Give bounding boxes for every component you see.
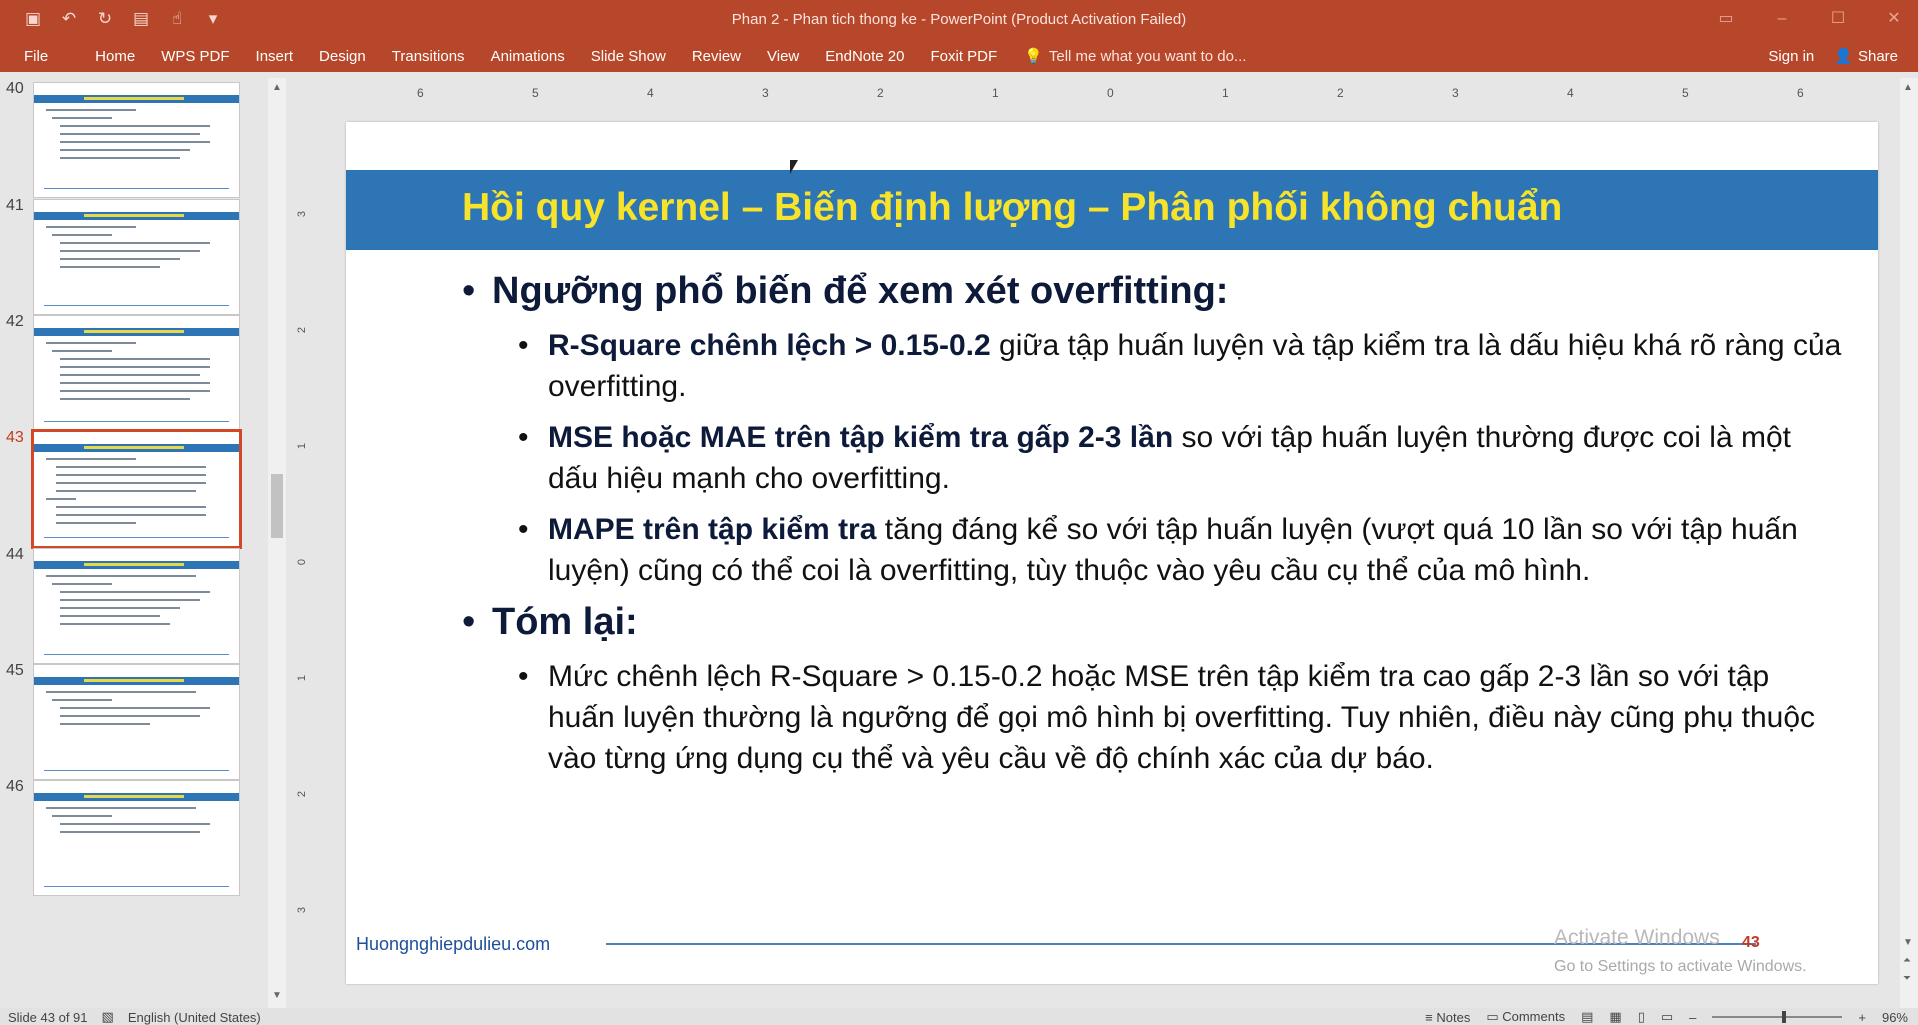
thumbnail-image — [33, 548, 240, 664]
thumbnail-number: 41 — [6, 197, 24, 214]
footer-website: Huongnghiepdulieu.com — [356, 934, 551, 954]
maximize-icon[interactable]: ☐ — [1830, 10, 1846, 27]
person-icon: 👤 — [1834, 48, 1853, 65]
bullet-heading-summary: • Tóm lại: — [462, 601, 1842, 644]
bullet-mape — [462, 509, 1842, 591]
ribbon-tabs — [0, 40, 1246, 72]
thumbnail-image — [33, 315, 240, 431]
tab-insert[interactable]: Insert — [255, 47, 294, 65]
thumbnail-image — [33, 199, 240, 315]
comments-button[interactable] — [1486, 1009, 1565, 1025]
tab-foxit-pdf[interactable]: Foxit PDF — [930, 47, 998, 65]
editor-scrollbar[interactable] — [1900, 78, 1918, 1008]
slide-canvas[interactable] — [346, 122, 1878, 984]
ribbon-display-icon[interactable]: ▭ — [1718, 10, 1734, 27]
mouse-cursor-icon — [790, 160, 798, 174]
bullet-summary: • Mức chênh lệch R-Square > 0.15-0.2 hoặc MSE trên tập kiểm tra cao gấp 2-3 lần so với tập huấn luyện thường là ngưỡng để gọi mô hình bị overfitting. Tuy nhiên, điều này cũng phụ thuộc vào từng ứng dụng cụ thể và yêu cầu về độ chính xác của dự báo. — [462, 656, 1842, 779]
presentation-icon[interactable]: ▤ — [132, 9, 150, 28]
touch-mode-icon[interactable]: ☝ — [171, 9, 183, 28]
scroll-down-group — [1903, 934, 1913, 988]
ribbon — [0, 40, 1918, 72]
ruler-tick: 6 — [417, 86, 424, 100]
redo-icon[interactable]: ↻ — [97, 9, 113, 28]
comments-label: Comments — [1502, 1009, 1566, 1024]
tell-me-text: Tell me what you want to do... — [1048, 47, 1247, 65]
thumbnail-slide-46[interactable] — [0, 776, 276, 900]
thumbnail-slide-43[interactable] — [0, 427, 276, 551]
bullet-text: giữa tập huấn luyện và tập kiểm tra là dấu hiệu khá rõ ràng của overfitting. — [548, 329, 1842, 403]
window-title: Phan 2 - Phan tich thong ke - PowerPoint (Product Activation Failed) — [731, 11, 1187, 28]
tab-slide-show[interactable]: Slide Show — [590, 47, 666, 65]
customize-toolbar-icon[interactable]: ▾ — [208, 9, 218, 28]
comment-icon: ▭ — [1486, 1009, 1503, 1024]
previous-slide-icon[interactable]: ⏶ — [1903, 955, 1911, 966]
ruler-tick: 3 — [1452, 86, 1459, 100]
undo-icon[interactable]: ↶ — [61, 9, 77, 28]
thumbnail-number: 44 — [6, 546, 24, 563]
minimize-icon[interactable]: – — [1777, 10, 1787, 27]
share-button[interactable] — [1834, 47, 1898, 65]
spell-check-icon[interactable]: ▧ — [101, 1009, 114, 1024]
save-icon[interactable]: ▣ — [24, 9, 42, 28]
share-label: Share — [1857, 47, 1898, 65]
bullet-bold-text: MSE hoặc MAE trên tập kiểm tra gấp 2-3 lần — [548, 421, 1174, 454]
activate-windows-hint: Go to Settings to activate Windows. — [1554, 958, 1807, 975]
thumbnail-number: 43 — [6, 429, 24, 446]
slide-thumbnail-pane — [0, 78, 276, 1008]
bullet-bold-text: R-Square chênh lệch > 0.15-0.2 — [548, 329, 991, 362]
normal-view-icon[interactable]: ▤ — [1581, 1009, 1594, 1024]
ruler-tick: 3 — [762, 86, 769, 100]
bullet-mse-mae — [462, 417, 1842, 499]
ruler-tick: 1 — [992, 86, 999, 100]
scroll-up-icon[interactable]: ▲ — [272, 82, 282, 93]
ruler-tick: 3 — [296, 210, 309, 218]
slide-title[interactable]: Hồi quy kernel – Biến định lượng – Phân phối không chuẩn — [462, 186, 1563, 229]
slideshow-icon[interactable]: ▭ — [1660, 1009, 1674, 1024]
tab-view[interactable]: View — [767, 47, 800, 65]
ribbon-right — [1768, 40, 1898, 72]
ruler-tick: 0 — [1107, 86, 1114, 100]
bullet-text: tăng đáng kể so với tập huấn luyện (vượt quá 10 lần so với tập huấn luyện) cũng có thể coi là overfitting, tùy thuộc vào yêu cầu cụ thể của mô hình. — [548, 513, 1798, 587]
slide-sorter-icon[interactable]: ▦ — [1609, 1009, 1622, 1024]
thumbnail-number: 42 — [6, 313, 24, 330]
thumbnail-number: 46 — [6, 778, 24, 795]
ruler-tick: 4 — [1567, 86, 1574, 100]
ruler-tick: 2 — [296, 326, 309, 334]
tell-me-box[interactable] — [1010, 47, 1246, 65]
tab-wps-pdf[interactable]: WPS PDF — [161, 47, 230, 65]
ruler-tick: 3 — [296, 906, 309, 914]
thumbnail-slide-44[interactable] — [0, 544, 276, 668]
tab-endnote[interactable]: EndNote 20 — [825, 47, 905, 65]
scroll-down-icon[interactable]: ▼ — [1903, 937, 1913, 948]
next-slide-icon[interactable]: ⏷ — [1903, 973, 1911, 984]
notes-button[interactable] — [1425, 1010, 1470, 1025]
status-right — [1425, 1009, 1908, 1025]
thumbnail-slide-40[interactable] — [0, 78, 276, 202]
zoom-level[interactable]: 96% — [1881, 1009, 1908, 1025]
status-left — [8, 1009, 261, 1025]
ruler-tick: 5 — [532, 86, 539, 100]
zoom-out-button[interactable]: – — [1689, 1009, 1697, 1025]
close-icon[interactable]: ✕ — [1887, 10, 1901, 27]
tab-review[interactable]: Review — [691, 47, 741, 65]
ruler-tick: 2 — [877, 86, 884, 100]
tab-file[interactable]: File — [24, 47, 49, 65]
reading-view-icon[interactable]: ▯ — [1637, 1009, 1645, 1024]
bullet-heading-thresholds: • Ngưỡng phổ biến để xem xét overfitting: — [462, 270, 1842, 313]
tab-transitions[interactable]: Transitions — [391, 47, 465, 65]
thumbnail-slide-45[interactable] — [0, 660, 276, 784]
thumbnail-number: 45 — [6, 662, 24, 679]
horizontal-ruler — [300, 80, 1880, 102]
thumbnail-slide-41[interactable] — [0, 195, 276, 319]
ruler-tick: 6 — [1797, 86, 1804, 100]
scroll-up-icon[interactable]: ▲ — [1903, 82, 1913, 93]
notes-icon: ≡ — [1425, 1009, 1437, 1025]
ruler-tick: 0 — [296, 558, 309, 566]
slide-page-number: 43 — [1742, 934, 1760, 951]
window-controls — [1712, 6, 1908, 32]
ruler-tick: 1 — [1222, 86, 1229, 100]
sign-in-link[interactable]: Sign in — [1768, 47, 1815, 65]
title-bar — [0, 0, 1918, 40]
tab-animations[interactable]: Animations — [490, 47, 565, 65]
scroll-handle[interactable] — [271, 474, 283, 538]
ruler-tick: 2 — [1337, 86, 1344, 100]
lightbulb-icon: 💡 — [1024, 48, 1043, 65]
thumbnail-image — [31, 429, 242, 549]
bullet-text: so với tập huấn luyện thường được coi là một dấu hiệu mạnh cho overfitting. — [548, 421, 1791, 495]
slide-body[interactable] — [462, 270, 1842, 789]
ruler-tick: 5 — [1682, 86, 1689, 100]
bullet-r-square — [462, 325, 1842, 407]
zoom-slider[interactable] — [1712, 1016, 1842, 1018]
thumbnail-image — [33, 780, 240, 896]
slide-title-band — [346, 170, 1878, 250]
language-indicator[interactable]: English (United States) — [127, 1009, 261, 1025]
notes-label: Notes — [1436, 1009, 1471, 1025]
thumbnail-number: 40 — [6, 80, 24, 97]
vertical-ruler — [296, 122, 314, 982]
slide-counter[interactable]: Slide 43 of 91 — [8, 1009, 88, 1025]
thumbnail-scrollbar[interactable] — [268, 78, 286, 1008]
status-bar — [0, 1008, 1918, 1025]
ruler-tick: 4 — [647, 86, 654, 100]
bullet-bold-text: MAPE trên tập kiểm tra — [548, 513, 877, 546]
tab-home[interactable]: Home — [95, 47, 136, 65]
ruler-tick: 1 — [296, 442, 309, 450]
ruler-tick: 1 — [296, 674, 309, 682]
zoom-in-button[interactable]: + — [1858, 1009, 1866, 1025]
thumbnail-slide-42[interactable] — [0, 311, 276, 435]
activate-windows-watermark: Activate Windows — [1554, 926, 1720, 949]
tab-design[interactable]: Design — [319, 47, 366, 65]
scroll-down-icon[interactable]: ▼ — [272, 990, 282, 1001]
thumbnail-image — [33, 664, 240, 780]
thumbnail-image — [33, 82, 240, 198]
ruler-tick: 2 — [296, 790, 309, 798]
